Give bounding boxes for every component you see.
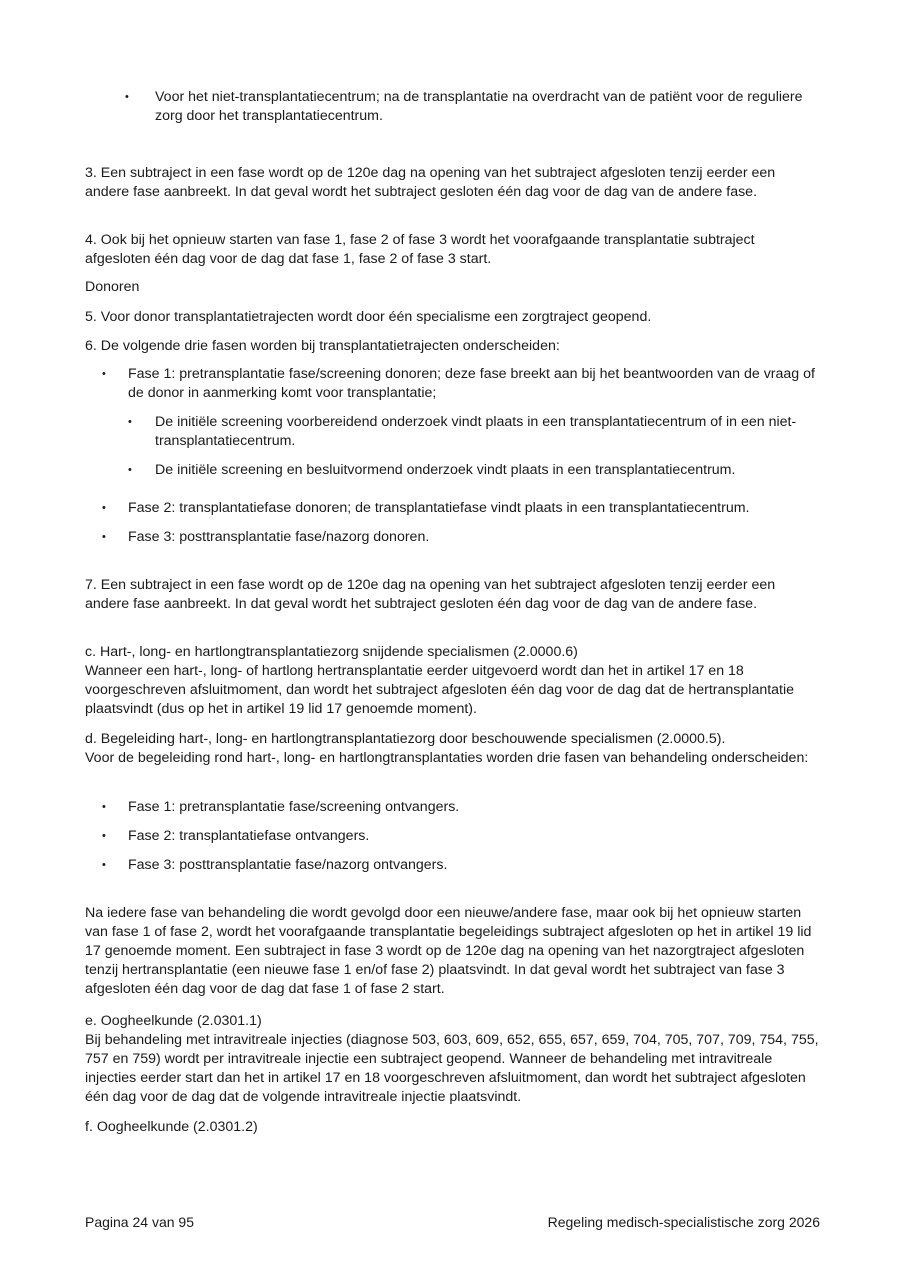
- page-number: Pagina 24 van 95: [85, 1214, 194, 1230]
- bullet-text: Fase 1: pretransplantatie fase/screening ontvangers.: [128, 799, 460, 815]
- section-d-title: d. Begeleiding hart-, long- en hartlongtransplantatiezorg door beschouwende specialismen (2.0000.5).: [85, 731, 726, 747]
- document-title: Regeling medisch-specialistische zorg 2026: [547, 1214, 820, 1230]
- bullet-text: Fase 3: posttransplantatie fase/nazorg donoren.: [128, 529, 430, 545]
- paragraph-5: 5. Voor donor transplantatietrajecten wordt door één specialisme een zorgtraject geopend.: [85, 309, 652, 325]
- paragraph-6: 6. De volgende drie fasen worden bij transplantatietrajecten onderscheiden:: [85, 338, 560, 354]
- bullet-text: Fase 3: posttransplantatie fase/nazorg ontvangers.: [128, 857, 448, 873]
- bullet-text: Fase 2: transplantatiefase donoren; de transplantatiefase vindt plaats in een transplantatiecentrum.: [128, 500, 750, 516]
- section-c-title: c. Hart-, long- en hartlongtransplantatiezorg snijdende specialismen (2.0000.6): [85, 644, 578, 660]
- bullet-icon: •: [102, 801, 106, 813]
- paragraph-7: 7. Een subtraject in een fase wordt op de 120e dag na opening van het subtraject afgesloten tenzij eerder een andere fase aanbreekt. In dat geval wordt het subtraject gesloten één dag voor de dag van de andere fase.: [85, 577, 776, 612]
- bullet-icon: •: [125, 91, 129, 103]
- bullet-text: De initiële screening en besluitvormend onderzoek vindt plaats in een transplantatiecentrum.: [155, 462, 736, 478]
- bullet-icon: •: [128, 416, 132, 428]
- bullet-icon: •: [102, 502, 106, 514]
- bullet-icon: •: [102, 531, 106, 543]
- paragraph-3: 3. Een subtraject in een fase wordt op de 120e dag na opening van het subtraject afgesloten tenzij eerder een andere fase aanbreekt. In dat geval wordt het subtraject gesloten één dag voor de dag van de andere fase.: [85, 165, 776, 200]
- section-c-body: Wanneer een hart-, long- of hartlong hertransplantatie eerder uitgevoerd wordt dan het in artikel 17 en 18 voorgeschreven afsluitmoment, dan wordt het subtraject afgesloten één dag voor de dag dat de hertransplantatie plaatsvindt (dus op het in artikel 19 lid 17 genoemde moment).: [85, 663, 795, 717]
- section-f-title: f. Oogheelkunde (2.0301.2): [85, 1119, 258, 1135]
- heading-donoren: Donoren: [85, 279, 140, 295]
- bullet-text: De initiële screening voorbereidend onderzoek vindt plaats in een transplantatiecentrum of in een niet-transplantatiecentrum.: [155, 414, 797, 449]
- bullet-text: Fase 2: transplantatiefase ontvangers.: [128, 828, 370, 844]
- section-d-body: Voor de begeleiding rond hart-, long- en hartlongtransplantaties worden drie fasen van behandeling onderscheiden:: [85, 750, 809, 766]
- bullet-text: Fase 1: pretransplantatie fase/screening donoren; deze fase breekt aan bij het beantwoorden van de vraag of de donor in aanmerking komt voor transplantatie;: [128, 366, 815, 401]
- bullet-icon: •: [128, 464, 132, 476]
- bullet-text: Voor het niet-transplantatiecentrum; na de transplantatie na overdracht van de patiënt voor de reguliere zorg door het transplantatiecentrum.: [155, 89, 803, 124]
- bullet-icon: •: [102, 859, 106, 871]
- section-d-after: Na iedere fase van behandeling die wordt gevolgd door een nieuwe/andere fase, maar ook bij het opnieuw starten van fase 1 of fase 2, wordt het voorafgaande transplantatie begeleidings subtraject afgesloten op het in artikel 19 lid 17 genoemde moment. Een subtraject in fase 3 wordt op de 120e dag na opening van het nazorgtraject afgesloten tenzij hertransplantatie (een nieuwe fase 1 en/of fase 2) plaatsvindt. In dat geval wordt het subtraject van fase 3 afgesloten één dag voor de dag dat fase 1 of fase 2 start.: [85, 905, 812, 997]
- bullet-icon: •: [102, 368, 106, 380]
- bullet-icon: •: [102, 830, 106, 842]
- paragraph-4: 4. Ook bij het opnieuw starten van fase 1, fase 2 of fase 3 wordt het voorafgaande transplantatie subtraject afgesloten één dag voor de dag dat fase 1, fase 2 of fase 3 start.: [85, 232, 755, 267]
- section-e-body: Bij behandeling met intravitreale injecties (diagnose 503, 603, 609, 652, 655, 657, 659, 704, 705, 707, 709, 754, 755, 757 en 759) wordt per intravitreale injectie een subtraject geopend. Wanneer de behandeling met intravitreale injecties eerder start dan het in artikel 17 en 18 voorgeschreven afsluitmoment, dan wordt het subtraject afgesloten één dag voor de dag dat de volgende intravitreale injectie plaatsvindt.: [85, 1032, 819, 1105]
- section-e-title: e. Oogheelkunde (2.0301.1): [85, 1013, 262, 1029]
